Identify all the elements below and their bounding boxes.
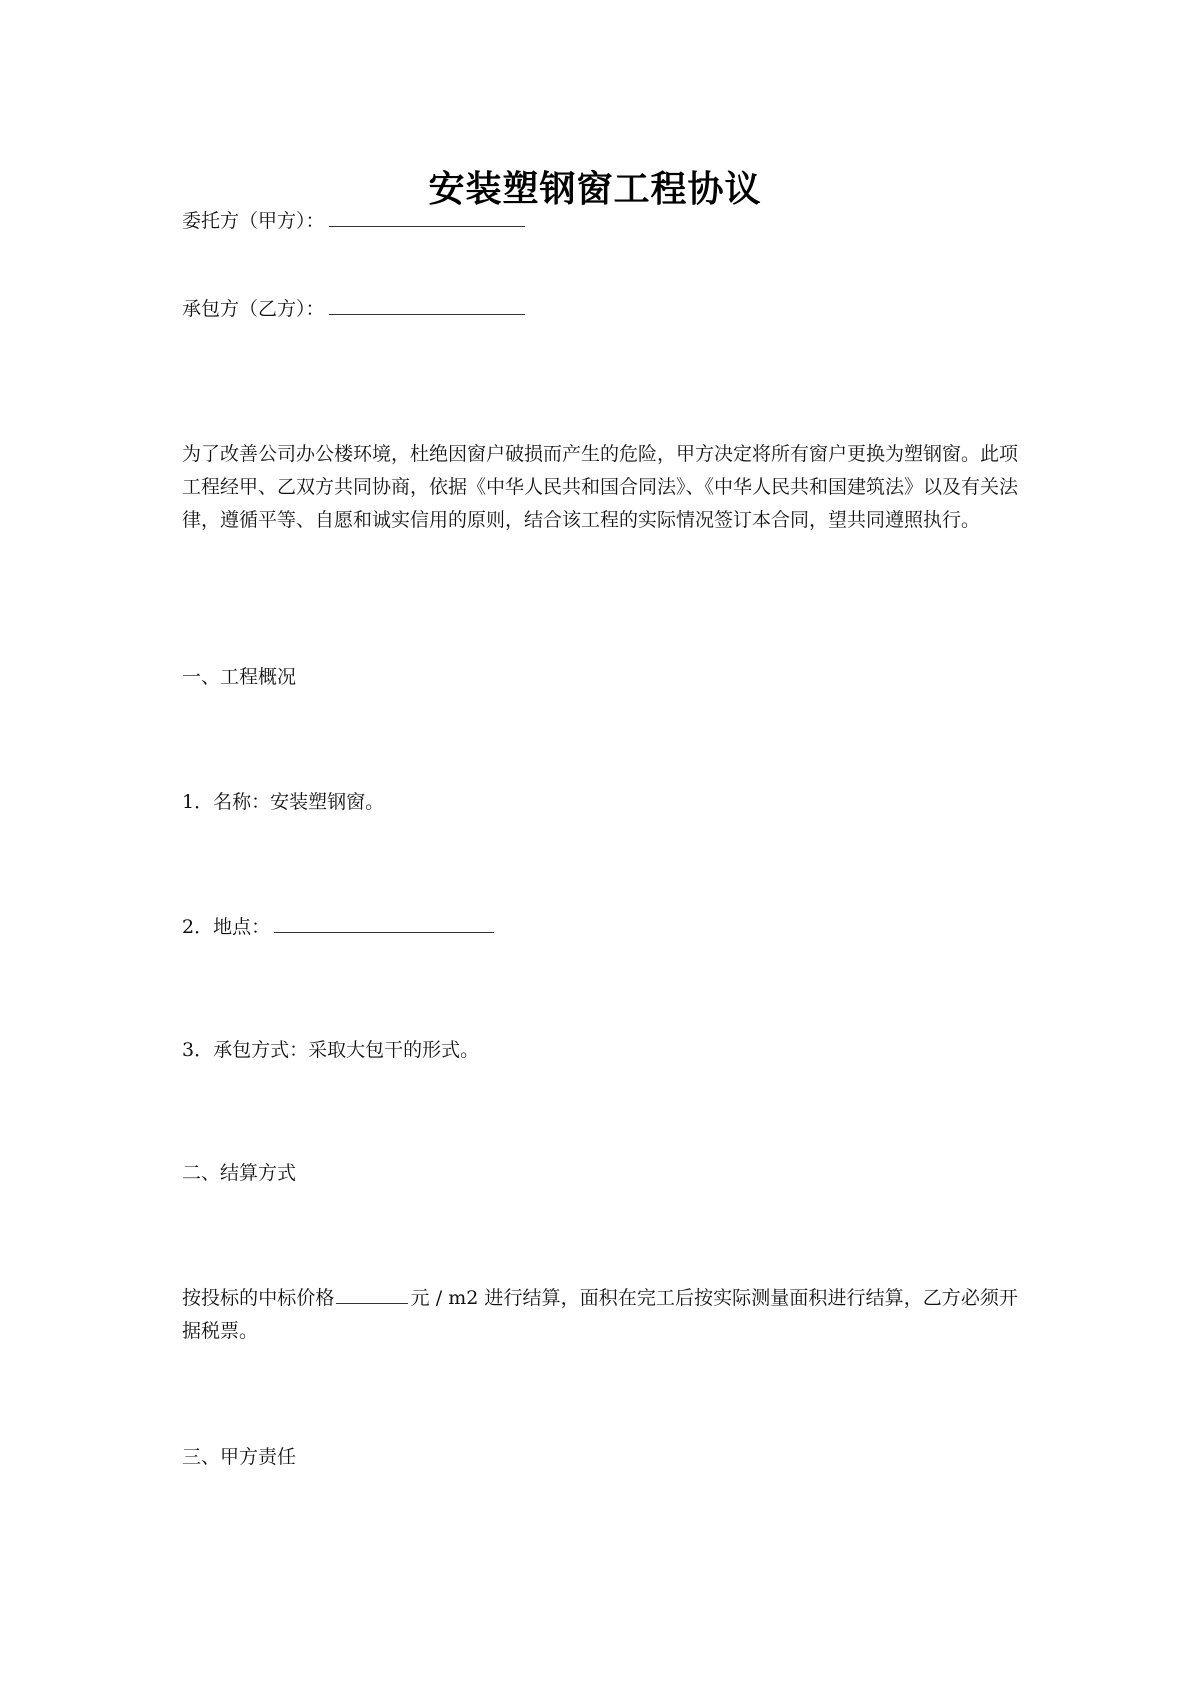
section-heading-party-a-duties: 三、甲方责任: [182, 1446, 297, 1468]
party-a-line: [182, 206, 525, 235]
item-text: 采取大包干的形式。: [308, 1039, 480, 1061]
price-blank-field[interactable]: [336, 1283, 408, 1304]
overview-item-name: [182, 788, 384, 816]
settlement-paragraph: [182, 1282, 1018, 1348]
party-b-label: 承包方（乙方）：: [182, 298, 325, 320]
item-label: 2．地点：: [182, 916, 271, 938]
item-label: 3．承包方式：: [182, 1039, 309, 1061]
party-a-label: 委托方（甲方）：: [182, 210, 325, 232]
preamble-paragraph: 为了改善公司办公楼环境，杜绝因窗户破损而产生的危险，甲方决定将所有窗户更换为塑钢窗。此项工程经甲、乙双方共同协商，依据《中华人民共和国合同法》、《中华人民共和国建筑法》以及有关法律，遵循平等、自愿和诚实信用的原则，结合该工程的实际情况签订本合同，望共同遵照执行。: [182, 443, 1019, 531]
section-heading-overview: 一、工程概况: [182, 666, 297, 688]
section-heading-settlement: 二、结算方式: [182, 1162, 297, 1184]
overview-item-location: [182, 912, 494, 941]
item-label: 1．名称：: [182, 791, 271, 813]
item-text: 安装塑钢窗。: [270, 791, 385, 813]
settlement-text-before: 按投标的中标价格: [182, 1287, 335, 1309]
party-b-line: [182, 294, 525, 323]
party-a-blank-field[interactable]: [329, 206, 525, 227]
overview-item-contract-method: [182, 1036, 479, 1064]
document-title: 安装塑钢窗工程协议: [428, 168, 762, 210]
settlement-text-after: 元 / m2 进行结算，面积在完工后按实际测量面积进行结算，乙方必须开据税票。: [182, 1287, 1018, 1342]
party-b-blank-field[interactable]: [329, 294, 525, 315]
location-blank-field[interactable]: [274, 912, 494, 933]
